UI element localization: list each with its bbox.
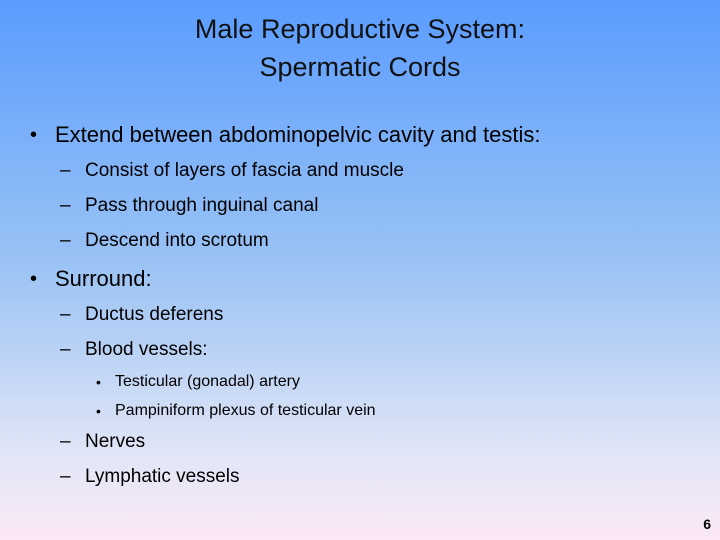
- dash-marker: –: [60, 304, 71, 325]
- dash-marker: –: [60, 431, 71, 452]
- bullet-marker: •: [96, 374, 101, 390]
- dash-marker: –: [60, 160, 71, 181]
- sub-bullet-text: Lymphatic vessels: [85, 466, 240, 487]
- sub-bullet-text: Consist of layers of fascia and muscle: [85, 160, 404, 181]
- bullet-text: Extend between abdominopelvic cavity and testis:: [55, 122, 541, 147]
- sub-sub-bullet-text: Testicular (gonadal) artery: [115, 373, 300, 390]
- dash-marker: –: [60, 230, 71, 251]
- bullet-text: Surround:: [55, 266, 152, 291]
- sub-bullet-text: Ductus deferens: [85, 304, 224, 325]
- title-line-2: Spermatic Cords: [259, 52, 461, 82]
- bullet-marker: •: [96, 403, 101, 419]
- dash-marker: –: [60, 339, 71, 360]
- sub-sub-bullet-text: Pampiniform plexus of testicular vein: [115, 402, 376, 419]
- bullet-marker: •: [30, 124, 38, 146]
- bullet-marker: •: [30, 268, 38, 290]
- sub-bullet-text: Pass through inguinal canal: [85, 195, 319, 216]
- sub-bullet-text: Nerves: [85, 431, 146, 452]
- sub-bullet-text: Blood vessels:: [85, 339, 208, 360]
- dash-marker: –: [60, 195, 71, 216]
- dash-marker: –: [60, 466, 71, 487]
- title-line-1: Male Reproductive System:: [194, 14, 526, 44]
- sub-bullet-text: Descend into scrotum: [85, 230, 269, 251]
- slide-title: [0, 10, 720, 86]
- page-number: 6: [703, 516, 711, 532]
